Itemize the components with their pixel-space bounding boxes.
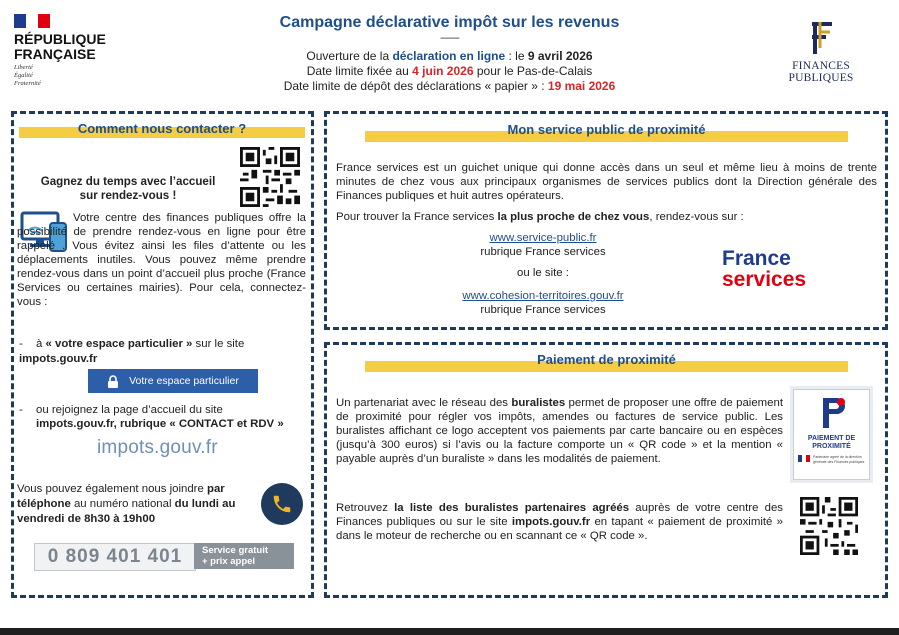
telephone-text: Vous pouvez également nous joindre par téléphone au numéro national du lundi au vendredi de 8h30 à 19h00: [17, 483, 236, 525]
france-services-paragraph: France services est un guichet unique qui donne accès dans un seul et même lieu à moins de trente minutes de chez vous aux principaux organismes de services publics dont la Direction générale des Finances publiques et huit autres opérateurs.: [336, 162, 877, 202]
service-public-title: Mon service public de proximité: [507, 122, 706, 137]
service-gratuit-badge: Service gratuit + prix appel: [194, 543, 294, 569]
rubrique-france-services-2: rubrique France services: [480, 304, 606, 316]
bullet-contact-rdv: ou rejoignez la page d’accueil du site: [36, 404, 223, 416]
header-line-ouverture: Ouverture de la déclaration en ligne : le 9 avril 2026: [306, 49, 593, 63]
contact-rdv-rubrique: impots.gouv.fr, rubrique « CONTACT et RDV »: [36, 418, 284, 430]
contact-title: Comment nous contacter ?: [77, 121, 247, 136]
bullet-espace-particulier: à « votre espace particulier » sur le site: [36, 338, 245, 350]
bottom-border: [0, 628, 899, 635]
page-title: Campagne déclarative impôt sur les revenus: [279, 14, 620, 31]
finances-publiques-emblem-icon: [804, 18, 838, 58]
marianne-mini-flag: [798, 455, 810, 462]
contact-paragraph: Votre centre des finances publiques offre la possibilité de prendre rendez-vous en ligne pour être rappelé . Vous évitez ainsi les files d’attente ou les déplacements inutiles. Vous pouvez même prendre rendez-vous dans un point d’accueil plus proche (France Services ou certaines mairies). Pour cela, connectez-vous :: [17, 212, 306, 308]
rubrique-france-services-1: rubrique France services: [480, 246, 606, 258]
lock-icon: [107, 375, 119, 388]
gain-temps-text: Gagnez du temps avec l’accueil sur rendez-vous !: [40, 175, 216, 202]
paiement-title: Paiement de proximité: [537, 352, 676, 367]
republique-motto: Liberté Égalité Fraternité: [14, 64, 41, 87]
plus-proche-paragraph: Pour trouver la France services la plus proche de chez vous, rendez-vous sur :: [336, 211, 744, 223]
service-public-link[interactable]: www.service-public.fr: [489, 232, 597, 244]
finances-publiques-logo: FINANCES PUBLIQUES: [760, 18, 882, 84]
numero-national[interactable]: 0 809 401 401: [34, 543, 196, 571]
impots-site-text: impots.gouv.fr: [19, 353, 98, 365]
paiement-proximite-emblem-icon: [815, 394, 849, 430]
paiement-paragraph-2: Retrouvez la liste des buralistes partenaires agréés auprès de votre centre des Finances publiques ou sur le site impots.gouv.fr en tapant « paiement de proximité » dans le moteur de recherche ou en scannant ce « QR code ».: [336, 502, 784, 542]
header-separator: --------: [440, 33, 459, 44]
rdv-qr-code[interactable]: [240, 147, 300, 207]
phone-icon: [261, 483, 303, 525]
ou-le-site-text: ou le site :: [517, 267, 569, 279]
cohesion-territoires-link[interactable]: www.cohesion-territoires.gouv.fr: [462, 290, 624, 302]
paiement-qr-code[interactable]: [800, 497, 858, 555]
header-line-date-limite: Date limite fixée au 4 juin 2026 pour le Pas-de-Calais: [306, 64, 593, 78]
espace-particulier-button[interactable]: Votre espace particulier: [88, 369, 258, 393]
paiement-proximite-logo: PAIEMENT DE PROXIMITÉ Partenaire agréé de la direction générale des Finances publiques: [793, 389, 870, 480]
france-services-logo: France services: [722, 247, 807, 291]
header-line-papier: Date limite de dépôt des déclarations « papier » : 19 mai 2026: [283, 79, 616, 93]
paiement-paragraph-1: Un partenariat avec le réseau des buralistes permet de proposer une offre de paiement de proximité pour régler vos impôts, amendes ou factures de service public. Les buralistes affichant ce logo acceptent vos paiements par carte bancaire ou en espèces (jusqu’à 300 euros) si l’avis ou la facture comporte un « QR code » et la mention « payable auprès d’un buraliste » dans les modalités de paiement.: [336, 397, 783, 465]
republique-francaise-title: RÉPUBLIQUE FRANÇAISE: [14, 31, 106, 62]
impots-gouv-logo[interactable]: impots.gouv.fr: [97, 437, 218, 458]
